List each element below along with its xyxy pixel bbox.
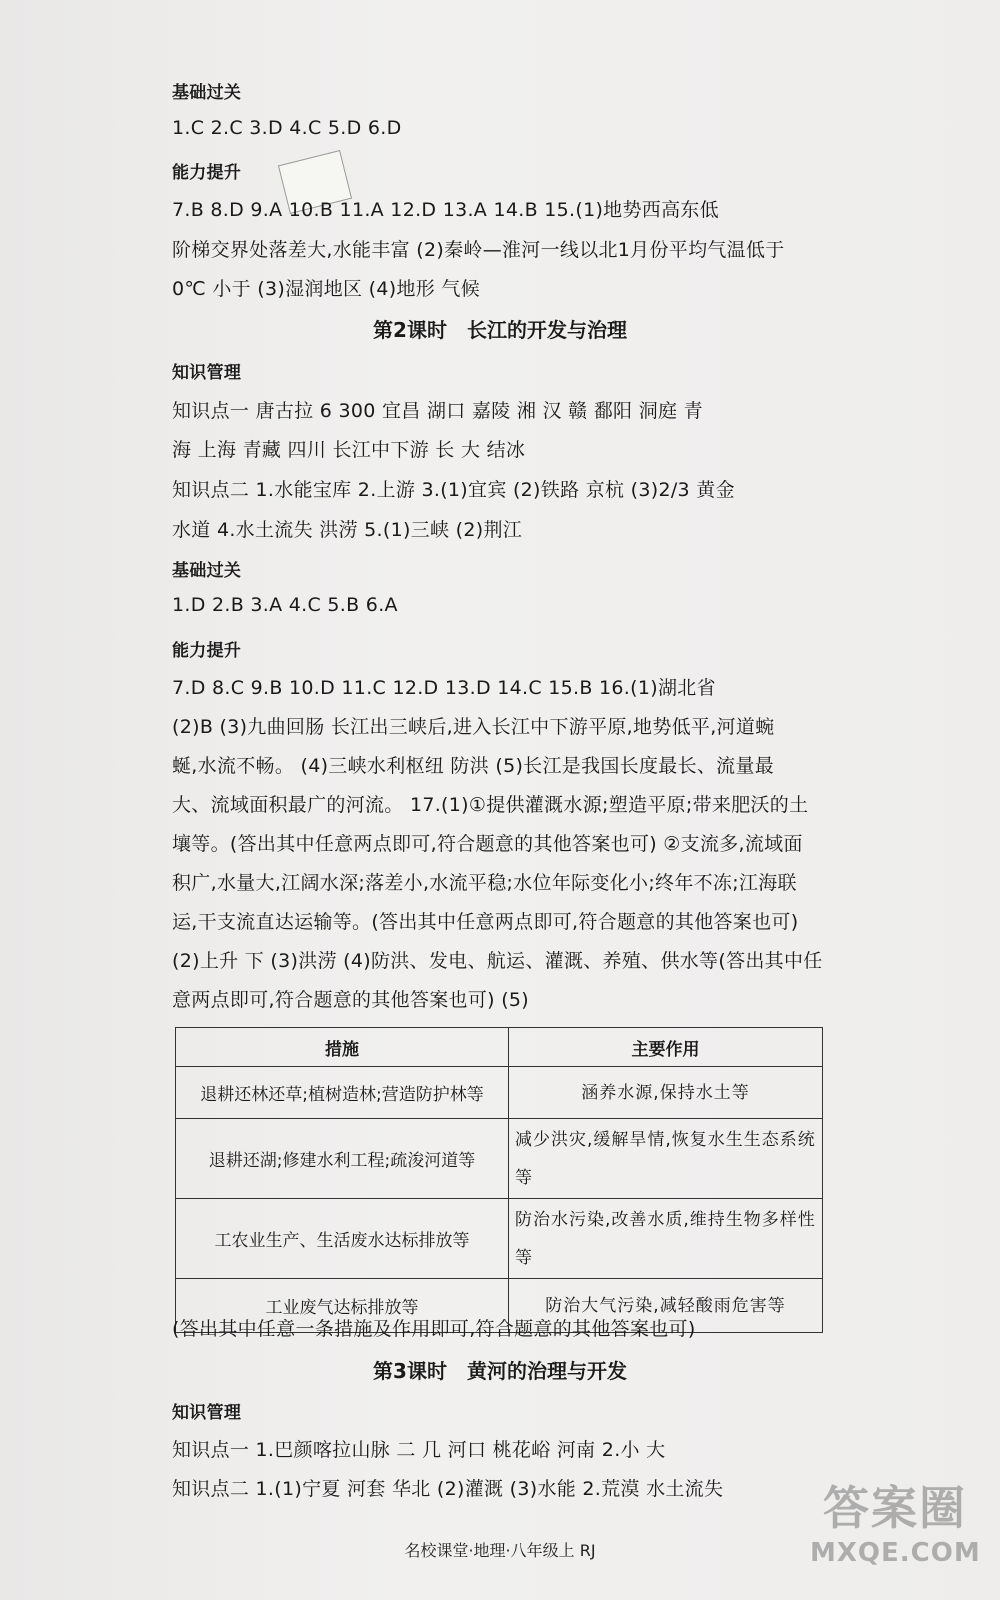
lesson-name: 黄河的治理与开发 [466,1359,627,1383]
answer-line: 知识点二 1.(1)宁夏 河套 华北 (2)灌溉 (3)水能 2.荒漠 水土流失 [172,1478,724,1500]
table-header-row [176,1028,823,1067]
page-footer: 名校课堂·地理·八年级上 RJ [404,1541,596,1560]
table-row [176,1067,823,1119]
answer-line: 知识点二 1.水能宝库 2.上游 3.(1)宜宾 (2)铁路 京杭 (3)2/3 黄金 [172,479,735,501]
answer-line: 壤等。(答出其中任意两点即可,符合题意的其他答案也可) ②支流多,流域面 [172,833,803,855]
section-heading: 知识管理 [172,363,242,383]
answer-line: 知识点一 唐古拉 6 300 宜昌 湖口 嘉陵 湘 汉 赣 鄱阳 洞庭 青 [172,400,703,422]
lesson-number: 第2课时 [373,318,447,342]
table-header: 主要作用 [509,1028,823,1067]
lesson-number: 第3课时 [373,1359,447,1383]
table-row [176,1119,823,1199]
watermark-url: MXQE.COM [810,1538,981,1568]
table-cell: 退耕还湖;修建水利工程;疏浚河道等 [176,1119,509,1199]
answer-line: 大、流域面积最广的河流。 17.(1)①提供灌溉水源;塑造平原;带来肥沃的土 [172,794,809,816]
answer-line: (2)B (3)九曲回肠 长江出三峡后,进入长江中下游平原,地势低平,河道蜿 [172,716,775,738]
table-cell: 工农业生产、生活废水达标排放等 [176,1199,509,1279]
table-cell: 退耕还林还草;植树造林;营造防护林等 [176,1067,509,1119]
section-heading: 能力提升 [172,641,242,661]
measures-table [175,1027,823,1333]
section-heading: 知识管理 [172,1403,242,1423]
lesson-name: 长江的开发与治理 [466,318,627,342]
answer-line: (2)上升 下 (3)洪涝 (4)防洪、发电、航运、灌溉、养殖、供水等(答出其中任 [172,950,823,972]
watermark-logo [810,1478,980,1588]
section-heading: 基础过关 [172,83,242,103]
answer-line: 积广,水量大,江阔水深;落差小,水流平稳;水位年际变化小;终年不冻;江海联 [172,872,797,894]
answer-line: 7.D 8.C 9.B 10.D 11.C 12.D 13.D 14.C 15.B 16.(1)湖北省 [172,677,716,699]
section-heading: 基础过关 [172,561,242,581]
answer-line: 7.B 8.D 9.A 10.B 11.A 12.D 13.A 14.B 15.(1)地势西高东低 [172,199,719,221]
table-cell: 涵养水源,保持水土等 [509,1067,823,1119]
table-cell: 防治大气污染,减轻酸雨危害等 [509,1279,823,1333]
answer-line: 水道 4.水土流失 洪涝 5.(1)三峡 (2)荆江 [172,519,523,541]
answer-line: (答出其中任意一条措施及作用即可,符合题意的其他答案也可) [172,1318,696,1340]
section-heading: 能力提升 [172,163,242,183]
answer-line: 蜒,水流不畅。 (4)三峡水利枢纽 防洪 (5)长江是我国长度最长、流量最 [172,755,775,777]
table-header: 措施 [176,1028,509,1067]
answer-line: 1.C 2.C 3.D 4.C 5.D 6.D [172,117,402,139]
table-row [176,1199,823,1279]
answer-line: 海 上海 青藏 四川 长江中下游 长 大 结冰 [172,439,526,461]
table-cell: 工业废气达标排放等 [176,1279,509,1333]
lesson-title [0,1355,1000,1384]
answer-line: 知识点一 1.巴颜喀拉山脉 二 几 河口 桃花峪 河南 2.小 大 [172,1439,666,1461]
answer-line: 1.D 2.B 3.A 4.C 5.B 6.A [172,594,398,616]
watermark-text: 答案圈 [823,1481,967,1535]
answer-line: 阶梯交界处落差大,水能丰富 (2)秦岭—淮河一线以北1月份平均气温低于 [172,239,785,261]
answer-line: 运,干支流直达运输等。(答出其中任意两点即可,符合题意的其他答案也可) [172,911,799,933]
answer-line: 意两点即可,符合题意的其他答案也可) (5) [172,989,530,1011]
table-cell: 防治水污染,改善水质,维持生物多样性等 [509,1199,823,1279]
table-cell: 减少洪灾,缓解旱情,恢复水生生态系统等 [509,1119,823,1199]
answer-line: 0℃ 小于 (3)湿润地区 (4)地形 气候 [172,278,481,300]
lesson-title [0,314,1000,343]
